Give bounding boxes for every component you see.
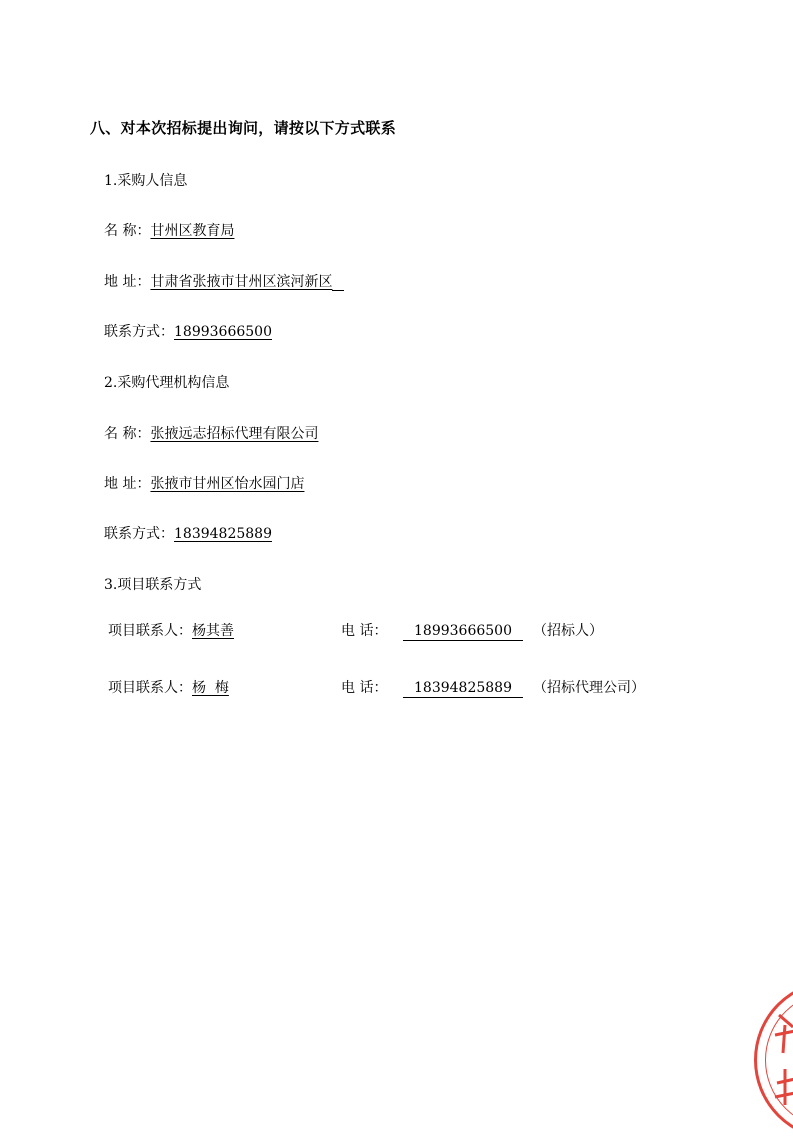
purchaser-contact-label: 联系方式： <box>104 324 174 340</box>
agency-contact-label: 联系方式： <box>104 526 174 542</box>
purchaser-address-label: 地 址： <box>104 274 151 290</box>
underline-blank <box>332 272 344 291</box>
contact-role: （招标人） <box>533 623 603 639</box>
purchaser-title: 1.采购人信息 <box>104 173 188 189</box>
contact-row <box>108 677 250 697</box>
seal-glyph-marks <box>765 1005 793 1125</box>
agency-address-value: 张掖市甘州区怡水园门店 <box>150 476 305 492</box>
contact-person-value: 杨 梅 <box>192 680 229 696</box>
contact-phone-label: 电 话： <box>341 680 388 696</box>
contact-person-value: 杨其善 <box>192 623 234 639</box>
agency-address-label: 地 址： <box>104 476 151 492</box>
agency-contact-row <box>104 523 272 543</box>
purchaser-address-row <box>104 271 344 291</box>
official-seal-icon <box>754 980 793 1140</box>
section-heading: 八、对本次招标提出询问，请按以下方式联系 <box>90 119 397 137</box>
contact-phone-row <box>341 677 645 698</box>
contact-phone-row <box>341 620 603 641</box>
agency-name-label: 名 称： <box>104 426 151 442</box>
agency-name-row <box>104 423 318 443</box>
agency-contact-value: 18394825889 <box>174 526 272 542</box>
purchaser-contact-value: 18993666500 <box>174 324 272 340</box>
project-title: 3.项目联系方式 <box>104 577 202 593</box>
purchaser-name-row <box>104 220 234 240</box>
purchaser-name-value: 甘州区教育局 <box>150 223 235 239</box>
purchaser-contact-row <box>104 321 272 341</box>
agency-title: 2.采购代理机构信息 <box>104 375 230 391</box>
purchaser-address-value: 甘肃省张掖市甘州区滨河新区 <box>150 274 333 290</box>
contact-role: （招标代理公司） <box>533 680 645 696</box>
agency-name-value: 张掖远志招标代理有限公司 <box>150 426 319 442</box>
contact-row <box>108 620 250 640</box>
contact-person-label: 项目联系人： <box>108 623 192 639</box>
contact-person-label: 项目联系人： <box>108 680 192 696</box>
contact-phone-value: 18394825889 <box>403 679 523 698</box>
purchaser-name-label: 名 称： <box>104 223 151 239</box>
contact-phone-label: 电 话： <box>341 623 388 639</box>
agency-address-row <box>104 473 304 493</box>
contact-phone-value: 18993666500 <box>403 622 523 641</box>
